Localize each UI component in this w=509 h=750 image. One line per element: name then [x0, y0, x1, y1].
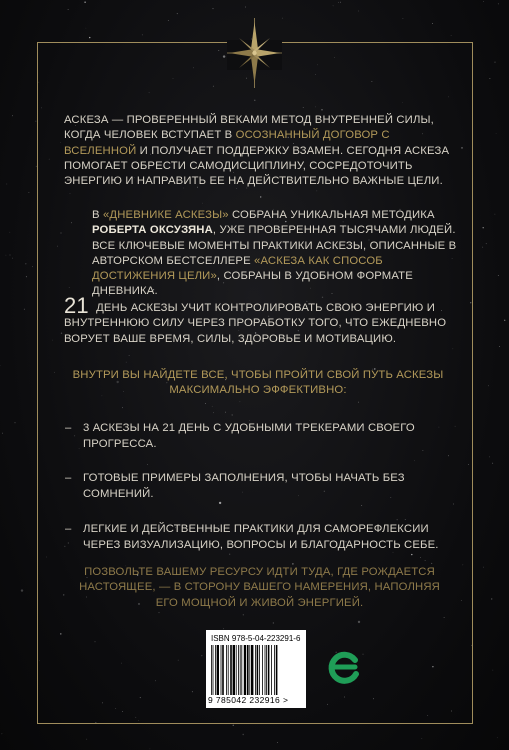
bestseller-title: «АСКЕЗА КАК СПОСОБ ДОСТИЖЕНИЯ ЦЕЛИ»	[92, 254, 383, 283]
list-item-text: 3 АСКЕЗЫ НА 21 ДЕНЬ С УДОБНЫМИ ТРЕКЕРАМИ СВОЕГО ПРОГРЕССА.	[83, 422, 415, 450]
list-item	[65, 470, 463, 502]
list-item	[65, 420, 463, 452]
list-item-text: ГОТОВЫЕ ПРИМЕРЫ ЗАПОЛНЕНИЯ, ЧТОБЫ НАЧАТЬ БЕЗ СОМНЕНИЙ.	[83, 472, 405, 500]
days-paragraph	[64, 293, 454, 347]
compass-star-icon	[227, 18, 282, 88]
bullet-dash: –	[65, 472, 72, 484]
publisher-logo-icon	[325, 648, 363, 686]
list-item	[65, 521, 463, 553]
intro-text-2: И ПОЛУЧАЕТ ПОДДЕРЖКУ ВЗАМЕН. СЕГОДНЯ АСКЕЗА ПОМОГАЕТ ОБРЕСТИ САМОДИСЦИПЛИНУ, СОСРЕДОТОЧИТЬ ЭНЕРГИЮ И НАПРАВИТЬ ЕЕ НА ДЕЙСТВИТЕЛЬНО ВАЖНЫЕ ЦЕЛИ.	[64, 144, 450, 188]
days-number: 21	[64, 293, 89, 318]
list-item-text: ЛЕГКИЕ И ДЕЙСТВЕННЫЕ ПРАКТИКИ ДЛЯ САМОРЕФЛЕКСИИ ЧЕРЕЗ ВИЗУАЛИЗАЦИЮ, ВОПРОСЫ И БЛАГОДАРНОСТЬ СЕБЕ.	[83, 523, 439, 551]
diary-text-2: СОБРАНА УНИКАЛЬНАЯ МЕТОДИКА	[228, 209, 435, 221]
intro-text-1: АСКЕЗА — ПРОВЕРЕННЫЙ ВЕКАМИ МЕТОД ВНУТРЕННЕЙ СИЛЫ, КОГДА ЧЕЛОВЕК ВСТУПАЕТ В	[64, 114, 434, 142]
diary-title-highlight: «ДНЕВНИКЕ АСКЕЗЫ»	[102, 209, 229, 221]
inside-heading: ВНУТРИ ВЫ НАЙДЕТЕ ВСЕ, ЧТОБЫ ПРОЙТИ СВОЙ ПУТЬ АСКЕЗЫ МАКСИМАЛЬНО ЭФФЕКТИВНО:	[72, 369, 444, 397]
intro-highlight: ОСОЗНАННЫЙ ДОГОВОР С ВСЕЛЕННОЙ	[64, 129, 390, 157]
intro-paragraph	[64, 113, 454, 189]
diary-text-1: В	[92, 209, 103, 221]
bullet-dash: –	[65, 422, 72, 434]
diary-text-3: , УЖЕ ПРОВЕРЕННАЯ ТЫСЯЧАМИ ЛЮДЕЙ. ВСЕ КЛЮЧЕВЫЕ МОМЕНТЫ ПРАКТИКИ АСКЕЗЫ, ОПИСАННЫЕ В АВТОРСКОМ БЕСТСЕЛЛЕРЕ	[92, 224, 457, 267]
isbn-number: ISBN 978-5-04-223291-6	[211, 634, 301, 643]
days-text: ДЕНЬ АСКЕЗЫ УЧИТ КОНТРОЛИРОВАТЬ СВОЮ ЭНЕРГИЮ И ВНУТРЕННЮЮ СИЛУ ЧЕРЕЗ ПРОРАБОТКУ ТОГО, ЧТО ЕЖЕДНЕВНО ВОРУЕТ ВАШЕ ВРЕМЯ, СИЛЫ, ЗДОРОВЬЕ И МОТИВАЦИЮ.	[64, 302, 447, 345]
author-name: РОБЕРТА ОКСУЗЯНА	[92, 224, 213, 237]
bullet-dash: –	[65, 523, 72, 535]
diary-description	[92, 208, 462, 300]
barcode-bars	[210, 645, 302, 695]
ean-number: 9 785042 232916 >	[208, 695, 289, 705]
isbn-barcode	[206, 630, 306, 708]
diary-text-4: , СОБРАНЫ В УДОБНОМ ФОРМАТЕ ДНЕВНИКА.	[92, 270, 413, 298]
closing-paragraph: ПОЗВОЛЬТЕ ВАШЕМУ РЕСУРСУ ИДТИ ТУДА, ГДЕ РОЖДАЕТСЯ НАСТОЯЩЕЕ, — В СТОРОНУ ВАШЕГО НАМЕРЕНИЯ, НАПОЛНЯЯ ЕГО МОЩНОЙ И ЖИВОЙ ЭНЕРГИЕЙ.	[79, 566, 440, 609]
